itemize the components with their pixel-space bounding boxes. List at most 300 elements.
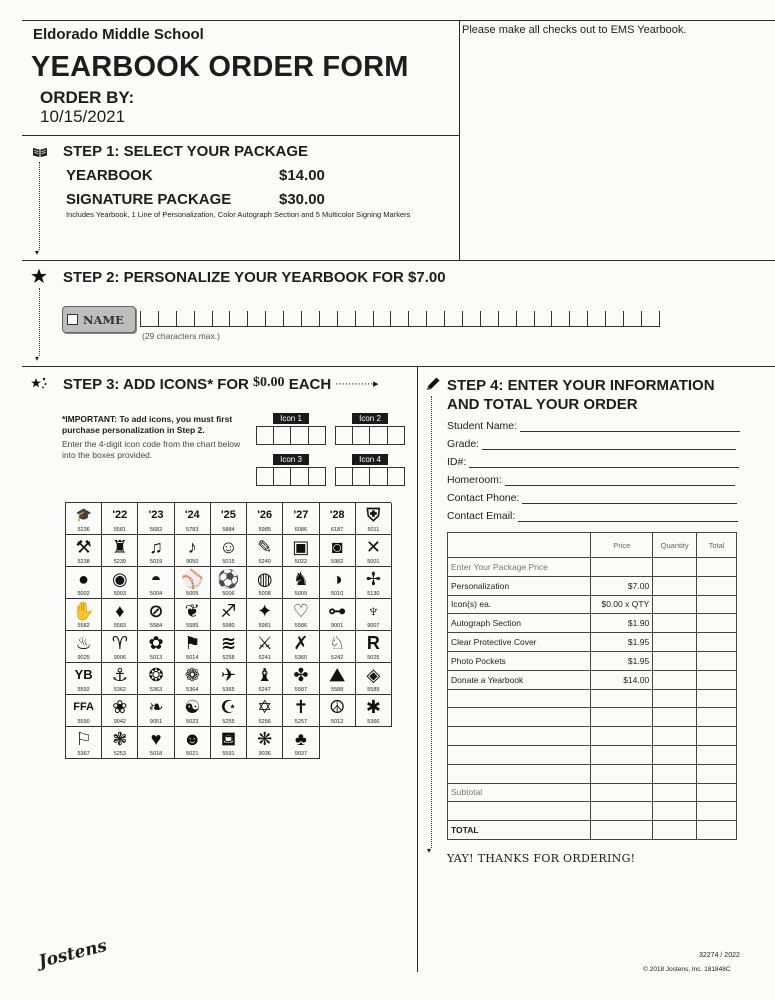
icon-glyph: ♜ — [111, 537, 128, 557]
icon-glyph: 🎓 — [75, 507, 92, 522]
order-row — [448, 576, 737, 595]
icon-chart-cell — [66, 695, 102, 727]
icon-chart-cell — [102, 727, 138, 759]
order-item-price — [591, 821, 653, 840]
icon-chart-cell — [66, 663, 102, 695]
order-item-price: $14.00 — [591, 670, 653, 689]
package-signature-name: SIGNATURE PACKAGE — [66, 191, 232, 208]
icon-chart-cell — [138, 727, 174, 759]
order-item-quantity[interactable] — [653, 821, 697, 840]
order-row — [448, 708, 737, 727]
order-item-total[interactable] — [697, 614, 737, 633]
icon-code: 5586 — [294, 623, 308, 629]
icon-chart-cell — [211, 695, 247, 727]
order-item-quantity[interactable] — [653, 764, 697, 783]
icon-code: 5004 — [149, 591, 163, 597]
name-char-box[interactable] — [535, 311, 553, 327]
icon-glyph: '22 — [112, 509, 128, 521]
name-char-box[interactable] — [427, 311, 445, 327]
order-item-quantity[interactable] — [653, 708, 697, 727]
order-row — [448, 614, 737, 633]
order-item-total[interactable] — [697, 764, 737, 783]
icon-glyph: ⊘ — [148, 601, 164, 621]
order-item-label: TOTAL — [448, 821, 591, 840]
icon-code: 5581 — [113, 527, 126, 533]
package-yearbook-name: YEARBOOK — [66, 167, 153, 184]
icon-glyph: ⛾ — [221, 729, 236, 749]
order-item-quantity[interactable] — [653, 651, 697, 670]
order-item-price: $1.95 — [591, 633, 653, 652]
top-border — [22, 20, 775, 21]
icon-chart-cell — [320, 535, 356, 567]
order-by-date: 10/15/2021 — [40, 107, 126, 126]
icon-code: 5985 — [258, 527, 271, 533]
order-item-quantity[interactable] — [653, 783, 697, 802]
icon-code: 5364 — [186, 687, 199, 693]
icon-glyph: ♐ — [220, 601, 237, 621]
icon-code: 5008 — [258, 591, 271, 597]
name-char-box[interactable] — [445, 311, 463, 327]
form-code: 32274 / 2022 — [699, 952, 740, 959]
icon-code: 5588 — [331, 687, 344, 693]
order-item-price: $7.00 — [591, 576, 653, 595]
icon-chart-cell — [283, 631, 319, 663]
icon-glyph: '27 — [293, 509, 309, 521]
icon-chart-cell — [320, 663, 356, 695]
icon-glyph: ✈ — [220, 665, 237, 685]
icon-glyph: ♥ — [150, 729, 162, 749]
icon-code: 5591 — [222, 751, 235, 757]
icon-glyph: ☺ — [219, 537, 238, 557]
icon-chart-cell — [175, 695, 211, 727]
icon-chart-cell — [102, 503, 138, 535]
icon-chart-cell — [211, 535, 247, 567]
icon-glyph: ◍ — [256, 569, 273, 589]
order-row — [448, 670, 737, 689]
order-item-price — [591, 727, 653, 746]
icon-chart-cell — [66, 599, 102, 631]
open-book-icon — [32, 145, 48, 163]
icon-code: 5005 — [186, 591, 199, 597]
icon-chart-cell — [283, 599, 319, 631]
school-name: Eldorado Middle School — [33, 26, 204, 43]
icon-code: 9037 — [294, 751, 308, 757]
icon-glyph: ❦ — [184, 601, 200, 621]
pencil-icon — [425, 376, 441, 397]
name-char-box[interactable] — [499, 311, 517, 327]
icon-glyph: ♘ — [329, 633, 346, 653]
icon-code: 5587 — [294, 687, 308, 693]
icon-code: 5253 — [113, 751, 126, 757]
name-char-box[interactable] — [159, 311, 177, 327]
name-char-box[interactable] — [481, 311, 499, 327]
icon-glyph: ⛰ — [329, 665, 345, 685]
order-item-quantity[interactable] — [653, 745, 697, 764]
icon-code: 5256 — [258, 719, 271, 725]
name-char-box[interactable] — [177, 311, 195, 327]
order-item-price — [591, 764, 653, 783]
icon-code: 5006 — [222, 591, 235, 597]
icon-code: 9042 — [113, 719, 126, 725]
order-item-label: Enter Your Package Price — [448, 558, 591, 577]
icon-code: 5009 — [294, 591, 308, 597]
icon-glyph: ☮ — [329, 697, 346, 717]
order-item-total[interactable] — [697, 670, 737, 689]
icon-price: $0.00 — [253, 375, 285, 390]
order-item-label: Donate a Yearbook — [448, 670, 591, 689]
name-char-box[interactable] — [230, 311, 248, 327]
icon-chart-cell — [247, 695, 283, 727]
name-char-box[interactable] — [338, 311, 356, 327]
order-item-quantity[interactable] — [653, 633, 697, 652]
icon-code: 5247 — [258, 687, 271, 693]
field-contact-phone[interactable]: Contact Phone: — [447, 492, 737, 504]
step4-arrowhead: ▾ — [427, 846, 432, 855]
icon-glyph: ❀ — [112, 697, 128, 717]
order-item-price — [591, 708, 653, 727]
name-char-box[interactable] — [517, 311, 535, 327]
icon-chart-cell — [138, 535, 174, 567]
icon-chart-cell — [320, 631, 356, 663]
name-char-box[interactable] — [588, 311, 606, 327]
icon-chart-cell — [356, 695, 392, 727]
order-row — [448, 689, 737, 708]
name-char-box[interactable] — [606, 311, 624, 327]
icon-glyph: ● — [78, 569, 90, 589]
name-char-box[interactable] — [284, 311, 302, 327]
step2-title: STEP 2: PERSONALIZE YOUR YEARBOOK FOR $7.00 — [63, 269, 446, 286]
icons-instructions: Enter the 4-digit icon code from the chart below into the boxes provided. — [62, 439, 241, 460]
field-id[interactable]: ID#: — [447, 456, 739, 468]
order-row — [448, 558, 737, 577]
icon-code: 5002 — [77, 591, 90, 597]
icon-chart-cell — [283, 695, 319, 727]
icon-glyph: ✤ — [293, 665, 309, 685]
icon-code: 5236 — [77, 527, 90, 533]
icon-glyph: ✡ — [257, 697, 273, 717]
field-contact-email[interactable]: Contact Email: — [447, 510, 738, 522]
header-rule — [22, 135, 459, 136]
step3-title: STEP 3: ADD ICONS* FOR $0.00 EACH — [63, 375, 332, 393]
icon-code: 5015 — [222, 559, 235, 565]
icon-glyph: ⛨ — [366, 505, 381, 525]
icon-code: 5010 — [331, 591, 344, 597]
icon-glyph: ♡ — [292, 601, 309, 621]
icon-chart-cell — [175, 727, 211, 759]
step3-step4-divider — [417, 366, 418, 972]
icon-glyph: ☯ — [184, 697, 201, 717]
order-item-total[interactable] — [697, 595, 737, 614]
step1-bottom-rule — [22, 260, 775, 261]
name-char-box[interactable] — [248, 311, 266, 327]
icon-chart-cell — [356, 631, 392, 663]
order-item-quantity[interactable] — [653, 576, 697, 595]
icon-code: 5980 — [222, 623, 235, 629]
order-item-label: Personalization — [448, 576, 591, 595]
order-row — [448, 651, 737, 670]
icon-glyph: ✱ — [365, 697, 381, 717]
icon-chart-cell — [66, 631, 102, 663]
icon-glyph: ❃ — [112, 729, 128, 749]
icon-chart-cell — [247, 567, 283, 599]
order-item-price: $1.95 — [591, 651, 653, 670]
icon-glyph: ♣ — [295, 729, 307, 749]
icon-chart-cell — [211, 727, 247, 759]
icon-code: 5365 — [222, 687, 235, 693]
order-row — [448, 633, 737, 652]
icon-chart-cell — [320, 599, 356, 631]
icon-chart-cell — [102, 663, 138, 695]
icon-glyph: ▣ — [292, 537, 310, 557]
order-item-label — [448, 727, 591, 746]
name-char-box[interactable] — [642, 311, 660, 327]
name-char-box[interactable] — [552, 311, 570, 327]
icon-chart-cell — [247, 631, 283, 663]
name-char-box[interactable] — [463, 311, 481, 327]
icon-code: 5239 — [113, 559, 126, 565]
order-item-quantity[interactable] — [653, 558, 697, 577]
order-item-quantity[interactable] — [653, 670, 697, 689]
form-title: YEARBOOK ORDER FORM — [31, 51, 409, 83]
step1-title: STEP 1: SELECT YOUR PACKAGE — [63, 143, 309, 160]
icon-code: 5589 — [367, 687, 380, 693]
order-item-total[interactable] — [697, 783, 737, 802]
icon-chart-cell — [211, 599, 247, 631]
order-item-price — [591, 689, 653, 708]
name-char-box[interactable] — [320, 311, 338, 327]
order-item-quantity[interactable] — [653, 595, 697, 614]
name-max-note: (29 characters max.) — [142, 331, 220, 341]
name-character-boxes[interactable] — [140, 311, 660, 327]
icon-chart-cell — [283, 503, 319, 535]
icon-chart-cell — [247, 535, 283, 567]
icon-glyph: ◙ — [331, 537, 343, 557]
icon-glyph: ♪ — [187, 537, 197, 557]
order-item-total[interactable] — [697, 708, 737, 727]
icon-code: 5362 — [113, 687, 126, 693]
order-item-total[interactable] — [697, 651, 737, 670]
icon-code: 5592 — [77, 687, 90, 693]
icon-glyph: ◑ — [331, 569, 343, 589]
icon-chart-cell — [138, 503, 174, 535]
order-item-total[interactable] — [697, 689, 737, 708]
icon-glyph: ⚐ — [75, 729, 92, 749]
icon-glyph: ⚒ — [75, 537, 92, 557]
icon-chart-cell — [283, 567, 319, 599]
icon-chart-cell — [66, 535, 102, 567]
sparkle-stars-icon — [30, 376, 48, 395]
icon-code: 5001 — [367, 559, 380, 565]
order-row — [448, 783, 737, 802]
order-row — [448, 727, 737, 746]
icon-code: 5241 — [258, 655, 271, 661]
icon-code: 5255 — [222, 719, 235, 725]
order-row — [448, 802, 737, 821]
icon-code: 5582 — [77, 623, 90, 629]
icon-code: 5982 — [331, 559, 344, 565]
field-student-name[interactable]: Student Name: — [447, 420, 740, 432]
order-row — [448, 764, 737, 783]
icon-chart-cell — [356, 535, 392, 567]
step2-bottom-rule — [22, 366, 775, 367]
icon-code: 5367 — [77, 751, 90, 757]
icon-code: 5238 — [77, 559, 90, 565]
name-char-box[interactable] — [409, 311, 427, 327]
icon-chart-cell — [102, 567, 138, 599]
checkbox-icon[interactable] — [67, 314, 78, 325]
icon-code: 9036 — [258, 751, 271, 757]
icon-chart-cell — [138, 631, 174, 663]
icon-chart-cell — [175, 663, 211, 695]
order-row — [448, 595, 737, 614]
icon-code: 5366 — [367, 719, 380, 725]
order-item-label — [448, 764, 591, 783]
icon-code: 5018 — [149, 751, 163, 757]
icon-glyph: ☪ — [220, 697, 237, 717]
order-by-label: ORDER BY: — [40, 88, 135, 107]
step4-title: STEP 4: ENTER YOUR INFORMATION AND TOTAL YOUR ORDER — [447, 377, 715, 413]
icon-chart-cell — [138, 663, 174, 695]
icon-code: 5884 — [222, 527, 235, 533]
icon-chart-cell — [247, 503, 283, 535]
icon-glyph: ⊶ — [328, 601, 347, 621]
icon-code: 5363 — [149, 687, 163, 693]
order-item-quantity[interactable] — [653, 802, 697, 821]
name-char-box[interactable] — [195, 311, 213, 327]
package-yearbook-price: $14.00 — [279, 167, 325, 184]
icon-chart-cell — [283, 535, 319, 567]
name-char-box[interactable] — [213, 311, 231, 327]
field-homeroom[interactable]: Homeroom: — [447, 474, 735, 486]
order-item-total[interactable] — [697, 633, 737, 652]
icon-code: 5021 — [186, 751, 199, 757]
order-item-total[interactable] — [697, 745, 737, 764]
order-item-price — [591, 745, 653, 764]
order-item-label: Photo Pockets — [448, 651, 591, 670]
icon-code: 5130 — [367, 591, 380, 597]
order-item-quantity[interactable] — [653, 614, 697, 633]
icon-chart-cell — [356, 567, 392, 599]
icon-code: 5584 — [149, 623, 163, 629]
icon-code: 9001 — [331, 623, 344, 629]
name-char-box[interactable] — [391, 311, 409, 327]
icon-glyph: '23 — [148, 509, 164, 521]
order-item-price — [591, 558, 653, 577]
icon-glyph: '28 — [329, 509, 345, 521]
icon-glyph: FFA — [73, 701, 94, 713]
icons-important-note: *IMPORTANT: To add icons, you must first purchase personalization in Step 2. — [62, 414, 233, 435]
name-char-box[interactable] — [374, 311, 392, 327]
icon-glyph: ✋ — [72, 601, 95, 621]
icon-chart-cell — [175, 599, 211, 631]
icon-code: 5013 — [149, 655, 163, 661]
icon-glyph: ✿ — [148, 633, 164, 653]
header-divider — [459, 20, 460, 260]
name-char-box[interactable] — [356, 311, 374, 327]
icon-code: 5590 — [77, 719, 90, 725]
icon-chart-cell — [66, 727, 102, 759]
icon-chart-cell — [175, 535, 211, 567]
icon-code: 5258 — [222, 655, 235, 661]
icon-glyph: ❧ — [148, 697, 164, 717]
order-item-price: $1.90 — [591, 614, 653, 633]
icon-glyph: ❁ — [184, 665, 200, 685]
icon-glyph: ✗ — [293, 633, 309, 653]
icon-code: 5012 — [331, 719, 344, 725]
icon-chart-cell — [102, 535, 138, 567]
icon-chart-cell — [175, 567, 211, 599]
order-item-total[interactable] — [697, 576, 737, 595]
name-char-box[interactable] — [570, 311, 588, 327]
name-char-box[interactable] — [624, 311, 642, 327]
icon-glyph: ⚔ — [256, 633, 273, 653]
icon-glyph: ✝ — [293, 697, 309, 717]
icon-chart-cell — [138, 599, 174, 631]
step2-arrowhead: ▾ — [35, 354, 40, 363]
icon-chart-cell — [102, 631, 138, 663]
step3-arrow: ············▸ — [335, 378, 378, 390]
icon-code: 5014 — [186, 655, 199, 661]
order-item-total[interactable] — [697, 821, 737, 840]
package-signature-price: $30.00 — [279, 191, 325, 208]
name-char-box[interactable] — [141, 311, 159, 327]
name-char-box[interactable] — [266, 311, 284, 327]
order-row — [448, 745, 737, 764]
order-item-quantity[interactable] — [653, 727, 697, 746]
step2-dotted-guide — [39, 288, 40, 356]
order-item-quantity[interactable] — [653, 689, 697, 708]
step1-dotted-guide — [39, 162, 40, 250]
icon-glyph: ⚑ — [184, 633, 201, 653]
field-grade[interactable]: Grade: — [447, 438, 736, 450]
icon-glyph: '26 — [257, 509, 273, 521]
order-item-label: Clear Protective Cover — [448, 633, 591, 652]
icon-code: 9025 — [77, 655, 90, 661]
order-item-total[interactable] — [697, 727, 737, 746]
order-item-total[interactable] — [697, 558, 737, 577]
order-item-label — [448, 708, 591, 727]
icon-chart-cell — [138, 567, 174, 599]
icon-glyph: ♦ — [115, 601, 125, 621]
icon-code: 5019 — [149, 559, 163, 565]
icon-code: 9007 — [367, 623, 380, 629]
package-note: Includes Yearbook, 1 Line of Personalization, Color Autograph Section and 5 Multicolor Signing Markers — [66, 210, 411, 219]
icon-glyph: ⚾ — [181, 569, 204, 589]
icon-glyph: ◈ — [366, 665, 381, 685]
order-item-label — [448, 689, 591, 708]
icon-chart-cell — [283, 663, 319, 695]
order-total-table: Price Quantity Total Enter Your Package Price Personalization $7.00 Icon(s) ea. $0.00 x QTY Autograph Section $1.90 Clear Protective Cover $1.95 Photo Pockets $1.95 Donate a Yearbook $14.00 Subtotal TOTAL — [447, 532, 737, 840]
order-item-label: Subtotal — [448, 783, 591, 802]
icon-glyph: ♈ — [111, 633, 128, 653]
icon-chart-cell — [175, 631, 211, 663]
icon-chart-cell — [247, 727, 283, 759]
icon-glyph: ☻ — [182, 729, 202, 749]
icon-chart-cell — [66, 567, 102, 599]
icon-code: 5783 — [186, 527, 199, 533]
icon-glyph: ♝ — [256, 665, 273, 685]
icon-chart-cell — [102, 599, 138, 631]
icon-glyph: ♨ — [75, 633, 92, 653]
icon-code: 5682 — [149, 527, 163, 533]
icon-chart-cell — [175, 503, 211, 535]
name-char-box[interactable] — [302, 311, 320, 327]
order-item-total[interactable] — [697, 802, 737, 821]
icon-glyph: ⚓ — [111, 665, 128, 685]
icon-glyph: R — [366, 633, 380, 653]
name-personalization-checkbox[interactable] — [62, 306, 136, 333]
step4-dotted-guide — [431, 396, 432, 848]
